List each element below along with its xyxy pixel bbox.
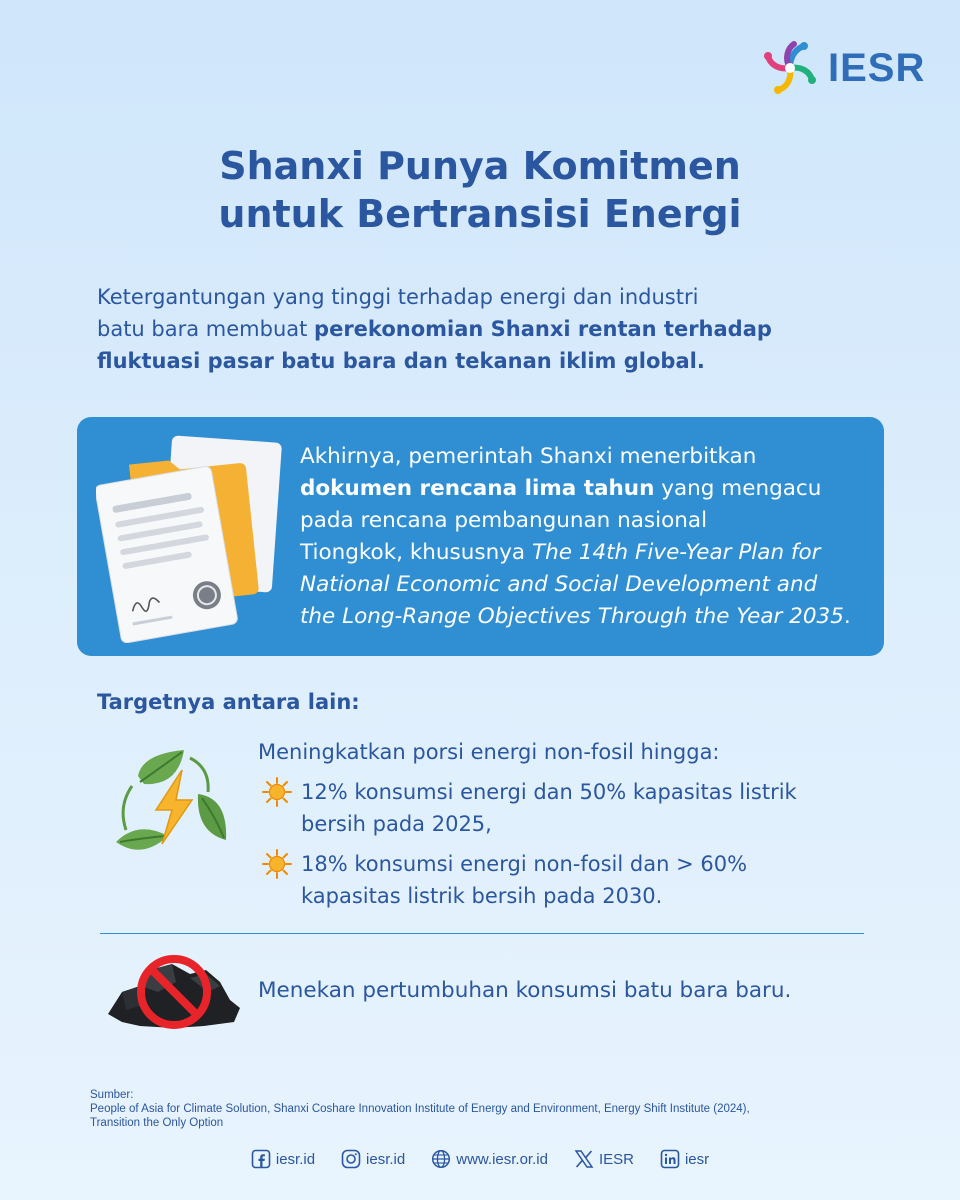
globe-icon	[431, 1149, 451, 1169]
intro-line-2-bold: perekonomian Shanxi rentan terhadap	[314, 317, 772, 341]
intro-paragraph	[97, 281, 857, 377]
social-linkedin-label: iesr	[684, 1150, 710, 1168]
source-label: Sumber:	[90, 1089, 134, 1101]
social-website[interactable]	[431, 1149, 548, 1169]
target-bullet-2-text	[301, 848, 747, 912]
card-line-4-text: Tiongkok, khususnya	[300, 540, 532, 565]
social-instagram[interactable]	[341, 1149, 405, 1169]
source-line-1: People of Asia for Climate Solution, Shanxi Coshare Innovation Institute of Energy and Environment, Energy Shift Institute (2024),	[90, 1103, 750, 1115]
brand-logo	[758, 36, 925, 100]
divider	[100, 933, 864, 934]
social-links	[0, 1149, 960, 1169]
card-line-6	[300, 601, 870, 633]
intro-line-2	[97, 313, 857, 345]
coal-target-text: Menekan pertumbuhan konsumsi batu bara baru.	[258, 978, 792, 1003]
social-facebook[interactable]	[251, 1149, 315, 1169]
iesr-logo-icon	[758, 36, 822, 100]
targets-heading: Targetnya antara lain:	[97, 690, 360, 714]
card-line-2-rest: yang mengacu	[654, 476, 822, 501]
facebook-icon	[251, 1149, 271, 1169]
intro-line-2-text: batu bara membuat	[97, 317, 315, 341]
card-line-6-end: .	[843, 604, 851, 629]
title-line-2: untuk Bertransisi Energi	[218, 192, 742, 236]
title-line-1: Shanxi Punya Komitmen	[219, 144, 741, 188]
card-line-2-bold: dokumen rencana lima tahun	[300, 476, 655, 501]
intro-line-3-bold: fluktuasi pasar batu bara dan tekanan iklim global.	[97, 349, 705, 373]
target-bullet-1-text	[301, 776, 797, 840]
documents-icon	[96, 428, 286, 643]
source-note	[90, 1088, 890, 1130]
target-bullet-2-line-1: 18% konsumsi energi non-fosil dan > 60%	[301, 852, 748, 876]
targets-lead: Meningkatkan porsi energi non-fosil hingga:	[258, 740, 720, 764]
card-line-3: pada rencana pembangunan nasional	[300, 508, 708, 533]
instagram-icon	[341, 1149, 361, 1169]
brand-name: IESR	[828, 45, 926, 90]
x-icon	[574, 1149, 594, 1169]
card-line-5	[300, 569, 870, 601]
social-website-label: www.iesr.or.id	[456, 1150, 548, 1168]
card-line-6-italic: the Long-Range Objectives Through the Year 2035	[300, 604, 844, 629]
no-coal-icon	[104, 950, 244, 1034]
target-bullet-1-line-1: 12% konsumsi energi dan 50% kapasitas listrik	[301, 780, 797, 804]
card-line-2	[300, 473, 870, 505]
social-linkedin[interactable]	[660, 1149, 709, 1169]
intro-line-1: Ketergantungan yang tinggi terhadap energi dan industri	[97, 285, 699, 309]
source-line-2: Transition the Only Option	[90, 1117, 224, 1129]
page-title	[0, 142, 960, 238]
target-bullet-2-line-2: kapasitas listrik bersih pada 2030.	[301, 884, 663, 908]
linkedin-icon	[660, 1149, 680, 1169]
intro-line-3	[97, 345, 857, 377]
target-bullet-1-line-2: bersih pada 2025,	[301, 812, 492, 836]
plan-card-text	[300, 441, 870, 633]
card-line-4	[300, 537, 870, 569]
card-line-1: Akhirnya, pemerintah Shanxi menerbitkan	[300, 444, 757, 469]
sun-icon	[262, 849, 292, 879]
card-line-4-italic: The 14th Five-Year Plan for	[531, 540, 821, 565]
social-instagram-label: iesr.id	[366, 1150, 406, 1168]
social-facebook-label: iesr.id	[275, 1150, 316, 1168]
target-bullet-1	[262, 776, 862, 840]
target-bullet-2	[262, 848, 862, 912]
card-line-5-italic: National Economic and Social Development and	[300, 572, 818, 597]
renewable-energy-icon	[110, 746, 240, 866]
social-x-label: IESR	[598, 1150, 634, 1168]
social-x[interactable]	[574, 1149, 634, 1169]
sun-icon	[262, 777, 292, 807]
